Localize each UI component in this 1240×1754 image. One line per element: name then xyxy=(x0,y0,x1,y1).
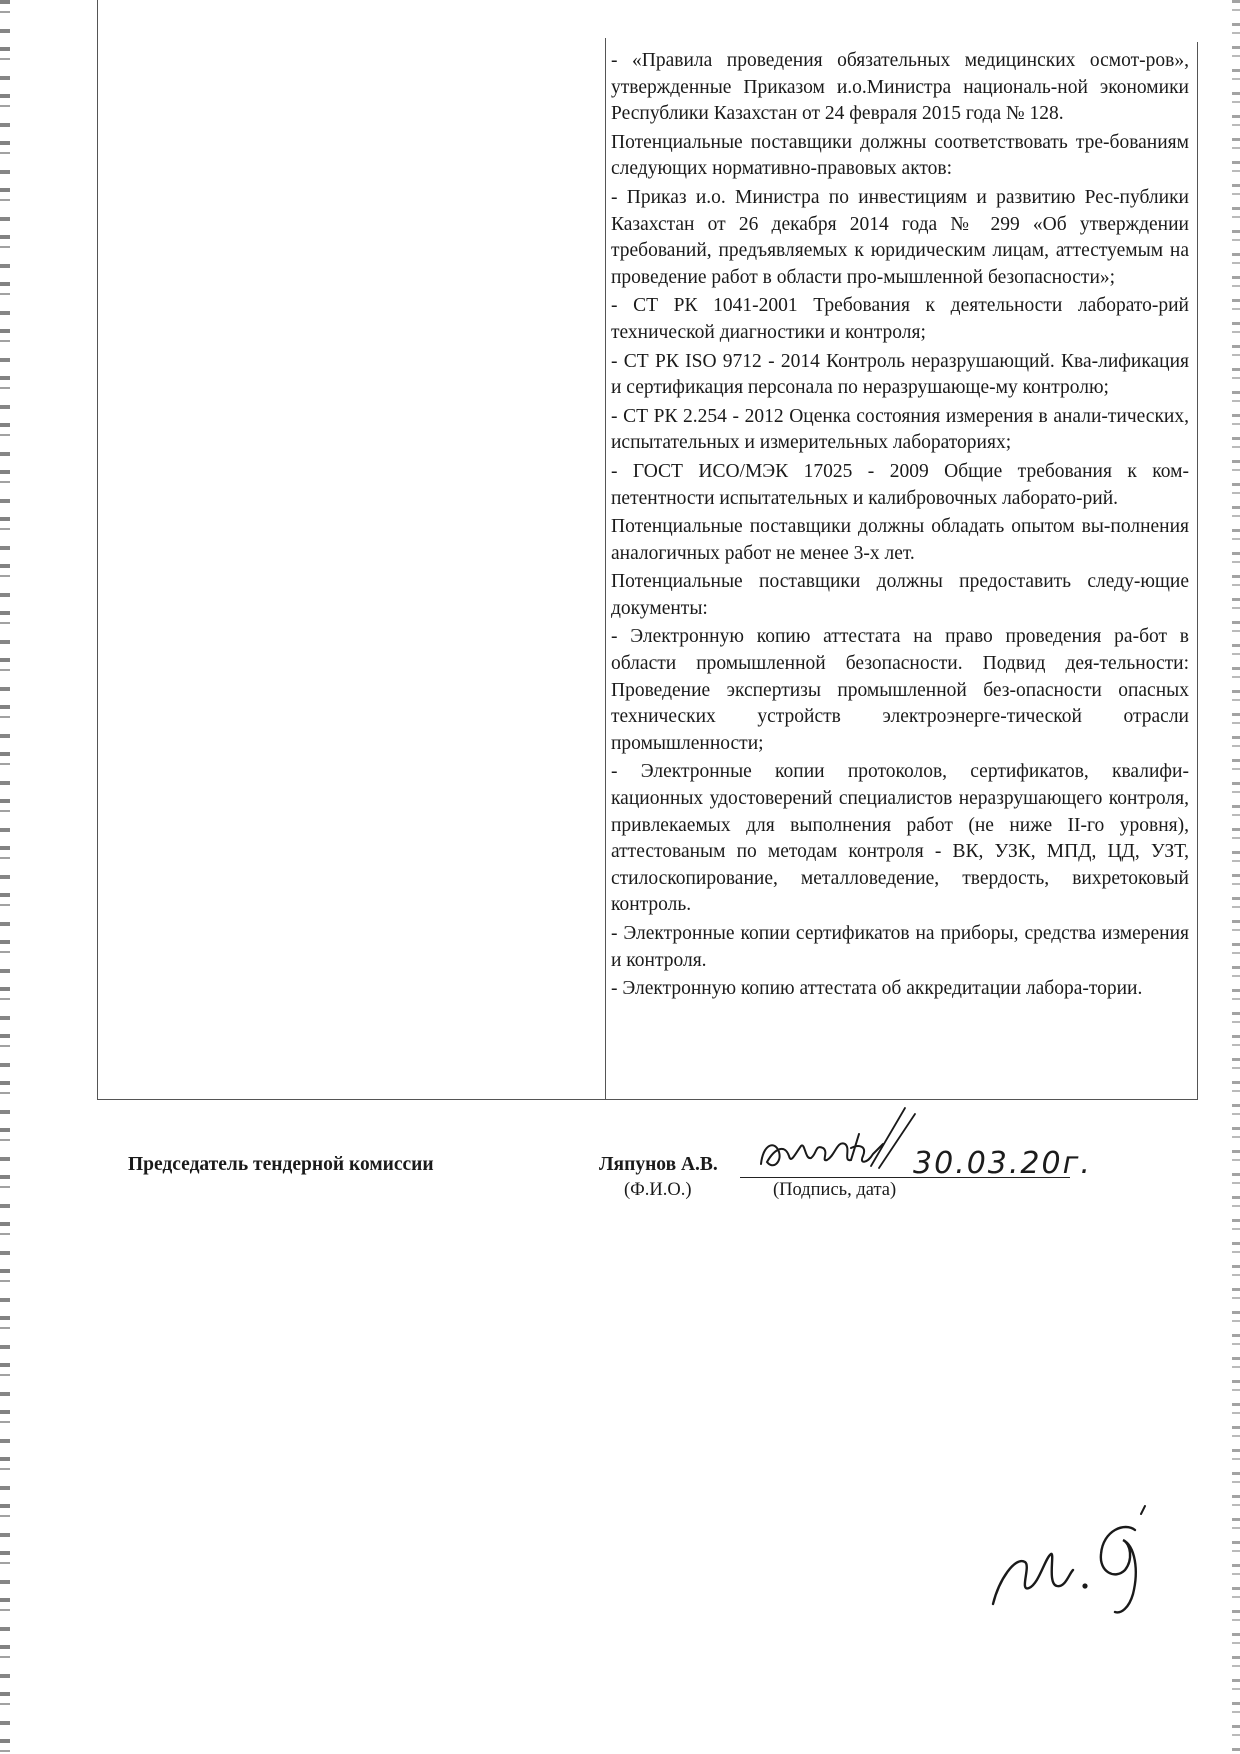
paragraph-attestat-copy: - Электронную копию аттестата на право проведения ра-бот в области промышленной безопасности. Подвид дея-тельности: Проведение экспертизы промышленной без-опасности опасных технических устройств электроэнерге-тической отрасли промышленности; xyxy=(611,626,1189,754)
paragraph-documents-intro: Потенциальные поставщики должны предоставить следу-ющие документы: xyxy=(611,571,1189,619)
handwritten-signature xyxy=(755,1104,925,1184)
paragraph-medical-exams-rules: - «Правила проведения обязательных медицинских осмот-ров», утвержденные Приказом и.о.Министра националь-ной экономики Республики Казахстан от 24 февраля 2015 года № 128. xyxy=(611,50,1189,125)
table-border-left xyxy=(97,0,98,1100)
commission-chair-label: Председатель тендерной комиссии xyxy=(128,1154,434,1175)
paragraph-st-rk-iso-9712: - СТ РК ISO 9712 - 2014 Контроль неразрушающий. Ква-лификация и сертификация персонала по неразрушающе-му контролю; xyxy=(611,350,1189,399)
table-border-right xyxy=(1197,42,1198,1100)
paragraph-regulatory-intro: Потенциальные поставщики должны соответствовать тре-бованиям следующих нормативно-правовых актов: xyxy=(611,131,1189,180)
paragraph-st-rk-1041: - СТ РК 1041-2001 Требования к деятельности лаборато-рий технической диагностики и контроля; xyxy=(611,295,1189,343)
caption-signature-date: (Подпись, дата) xyxy=(773,1180,897,1200)
table-cell-empty xyxy=(98,0,604,1099)
table-border-bottom xyxy=(97,1099,1198,1100)
paragraph-accreditation-copy: - Электронную копию аттестата об аккредитации лабора-тории. xyxy=(611,978,1143,1000)
caption-fio: (Ф.И.О.) xyxy=(624,1180,692,1200)
handwritten-date: 30.03.20г. xyxy=(913,1146,1092,1181)
paragraph-experience: Потенциальные поставщики должны обладать опытом вы-полнения аналогичных работ не менее 3-х лет. xyxy=(611,516,1189,564)
paragraph-order-299: - Приказ и.о. Министра по инвестициям и развитию Рес-публики Казахстан от 26 декабря 2014 года № 299 «Об утверждении требований, предъявляемых к юридическим лицам, аттестуемым на проведение работ в области про-мышленной безопасности»; xyxy=(611,186,1189,288)
paragraph-gost-17025: - ГОСТ ИСО/МЭК 17025 - 2009 Общие требования к ком-петентности испытательных и калибровочных лаборато-рий. xyxy=(611,460,1189,509)
scan-edge-artifact-left xyxy=(0,0,10,1754)
scan-edge-artifact-right xyxy=(1232,0,1240,1754)
requirements-cell xyxy=(611,48,1189,1098)
paragraph-st-rk-2254: - СТ РК 2.254 - 2012 Оценка состояния измерения в анали-тических, испытательных и измерительных лабораториях; xyxy=(611,405,1189,454)
handwritten-initials xyxy=(985,1500,1165,1620)
paragraph-instrument-certificates: - Электронные копии сертификатов на приборы, средства измерения и контроля. xyxy=(611,923,1189,971)
paragraph-protocols-copies: - Электронные копии протоколов, сертификатов, квалифи-кационных удостоверений специалистов неразрушающего контроля, привлекаемых для выполнения работ (не ниже II-го уровня), аттестованым по методам контроля - ВК, УЗК, МПД, ЦД, УЗТ, стилоскопирование, металловедение, твердость, вихретоковый контроль. xyxy=(611,761,1189,916)
chair-name: Ляпунов А.В. xyxy=(599,1154,718,1175)
table-border-middle xyxy=(605,38,606,1100)
